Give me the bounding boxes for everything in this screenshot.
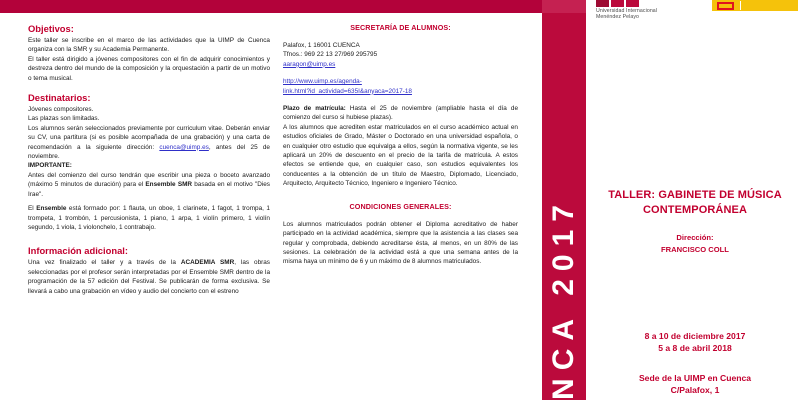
importante-paragraph	[28, 171, 270, 199]
informacion-paragraph	[28, 258, 270, 296]
uimp-agenda-link-line2: link.html?id_actividad=635I&anyaca=2017-18	[283, 87, 412, 95]
spacer	[28, 83, 270, 91]
objetivos-paragraph-1: Este taller se inscribe en el marco de las actividades que la UIMP de Cuenca organiza con la SMR y su Academia Permanente.	[28, 37, 270, 54]
ensemble-bold: Ensemble	[36, 205, 67, 213]
venue-line-2: C/Palafox, 1	[670, 385, 720, 395]
destinatarios-line-1: Jóvenes compositores.	[28, 106, 94, 114]
uimp-logo	[596, 0, 688, 20]
plazo-matricula-paragraph	[283, 104, 518, 123]
objetivos-paragraph-2: El taller está dirigido a jóvenes compositores con el fin de adquirir conocimientos y destreza dentro del mundo de la composición y la orquestación a partir de un motivo o tema musical.	[28, 55, 270, 82]
spacer	[28, 232, 270, 244]
venue-block	[592, 372, 798, 396]
left-text-column	[28, 22, 270, 296]
informacion-text-a: Una vez finalizado el taller y a través de la	[28, 259, 181, 267]
uimp-crest-icon	[596, 0, 688, 7]
informacion-text-c: , las obras seleccionadas por el profesor serán interpretadas por el Ensemble SMR dentro de la programación de la 57 edición del Festival. Se publicarán de forma exclusiva. Se llevará a cabo una grabación en vídeo y audio del concierto con el estreno	[28, 259, 270, 295]
plazo-matricula-text: Hasta el 25 de noviembre (ampliable hasta el día de comienzo del curso si hubiese plazas).	[283, 105, 518, 122]
middle-text-column	[283, 22, 518, 267]
importante-text-a: Antes del comienzo del curso tendrán que escribir una pieza o boceto avanzado (máximo 5 minutos de duración) para el	[28, 171, 270, 189]
condiciones-paragraph: Los alumnos matriculados podrán obtener el Diploma acreditativo de haber participado en la actividad académica, siempre que la asistencia a las clases sea regular y comprobada, debiendo acreditarse ésta, al menos, en un 80% de las sesiones. La celebración de la actividad está a que una semana antes de la misma haya un mínimo de 6 y un máximo de 8 alumnos matriculados.	[283, 220, 518, 266]
ensemble-composition-paragraph	[28, 204, 270, 232]
side-band-text-wrap	[542, 0, 586, 400]
spacer	[283, 189, 518, 201]
spacer	[283, 212, 518, 220]
email-link-aaragon[interactable]: aaragon@uimp.es	[283, 60, 336, 68]
uimp-logo-name	[596, 8, 688, 20]
destinatarios-line-2: Las plazas son limitadas.	[28, 115, 100, 123]
spacer	[283, 69, 518, 77]
secretaria-phones: Tfnos.: 969 22 13 27/969 295795	[283, 51, 378, 59]
uimp-agenda-link-line1: http://www.uimp.es/agenda-	[283, 78, 362, 86]
secretaria-url-row	[283, 77, 518, 96]
importante-label: IMPORTANTE:	[28, 162, 72, 170]
uimp-logo-line2: Menéndez Pelayo	[596, 14, 640, 21]
dates-line-1: 8 a 10 de diciembre 2017	[644, 331, 746, 341]
heading-informacion-adicional: Información adicional:	[28, 245, 129, 257]
ensemble-smr-bold: Ensemble SMR	[145, 181, 193, 189]
plazo-matricula-label: Plazo de matrícula:	[283, 105, 346, 113]
heading-objetivos: Objetivos:	[28, 23, 74, 34]
academia-smr-bold: ACADEMIA SMR	[180, 259, 235, 267]
importante-text-c: basada en el motivo "Dies Irae".	[28, 181, 271, 198]
ensemble-text-a: El	[28, 205, 37, 213]
secretaria-address: Palafox, 1 16001 CUENCA	[283, 42, 360, 49]
spacer	[283, 33, 518, 41]
side-band-year-label: NCA 2017	[547, 197, 580, 400]
dates-block	[592, 330, 798, 354]
direccion-label: Dirección:	[676, 233, 714, 242]
dates-line-2: 5 a 8 de abril 2018	[658, 343, 732, 353]
top-crimson-bar	[0, 0, 542, 13]
email-link-cuenca[interactable]: cuenca@uimp.es	[159, 143, 209, 151]
poster-title: TALLER: GABINETE DE MÚSICA CONTEMPORÁNEA	[608, 189, 782, 216]
heading-secretaria-alumnos: SECRETARÍA DE ALUMNOS:	[350, 23, 451, 32]
uimp-logo-line1: Universidad Internacional	[596, 8, 658, 14]
destinatarios-p3-text-a: Los alumnos serán seleccionados previamente por curriculum vitae. Deberán enviar su CV, una partitura (si es posible acompañada de una grabación) y una carta de recomendación a la siguiente dirección:	[28, 124, 270, 151]
destinatarios-p3-text-b: , antes del 25 de noviembre.	[28, 143, 270, 161]
spain-flag-icon	[717, 2, 734, 10]
matricula-descuento-paragraph: A los alumnos que acrediten estar matriculados en el curso académico actual en estudios oficiales de Grado, Máster o Doctorado en una universidad española, o en cualquier otro estudio que equivalga a ellos, según la normativa vigente, se les aplicará un 20% de descuento en el precio de la tarifa de matrícula. A estos efectos se entiende que, en cualquier caso, son estudios equivalentes los conducentes a la obtención de un título de Maestro, Diplomado, Licenciado, Arquitecto, Arquitecto Técnico, Ingeniero e Ingeniero Técnico.	[283, 123, 518, 188]
direccion-block	[592, 232, 798, 255]
heading-condiciones-generales: CONDICIONES GENERALES:	[349, 201, 452, 211]
destinatarios-paragraph-3	[28, 124, 270, 162]
venue-line-1: Sede de la UIMP en Cuenca	[638, 373, 752, 383]
ensemble-text-c: está formado por: 1 flauta, un oboe, 1 clarinete, 1 fagot, 1 trompa, 1 trompeta, 1 trombón, 1 percusionista, 1 piano, 1 arpa, 1 violín primero, 1 violín segundo, 1 viola, 1 violonchelo, 1 contrabajo.	[28, 205, 270, 231]
direccion-name: FRANCISCO COLL	[661, 244, 729, 254]
secretaria-email-row	[283, 60, 518, 69]
logo-divider	[740, 1, 741, 10]
uimp-agenda-link[interactable]	[283, 78, 412, 94]
heading-destinatarios: Destinatarios:	[28, 92, 91, 104]
government-logo	[712, 0, 798, 11]
spacer	[283, 96, 518, 104]
